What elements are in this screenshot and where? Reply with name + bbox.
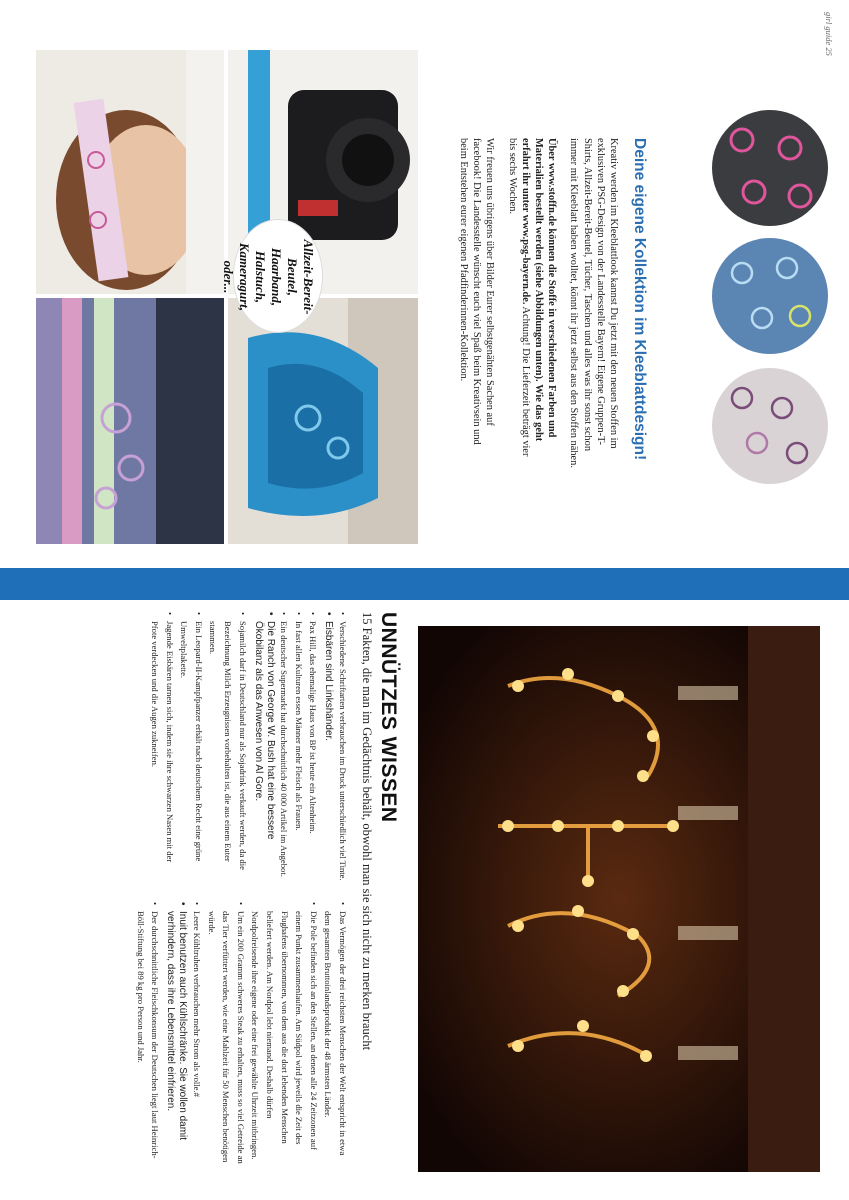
wissen-column-2	[133, 902, 350, 1172]
fact-item: • Sojamilch darf in Deutschland nur als Sojadrink verkauft werden, da die Bezeichnung Milch Erzeugnissen vorbehalten ist, die aus einem Euter stammen.	[206, 612, 250, 882]
fact-item: • Pax Hill, das ehemalige Haus von BP ist heute ein Altenheim.	[306, 612, 321, 882]
divider-band	[0, 568, 849, 600]
fact-item: • Eisbären sind Linkshänder.	[322, 612, 334, 882]
wissen-article	[60, 612, 400, 1172]
fact-item: • Um ein 200 Gramm schweres Steak zu erhalten, muss so viel Getreide an das Tier verfüttert werden, wie eine Mahlzeit für 50 Menschen benötigen würde.	[204, 902, 248, 1172]
photo-caption: Allzeit-Bereit-Beutel, Haarband, Halstuch, Kameragurt, oder...	[221, 239, 316, 315]
kollektion-paragraph-2	[505, 138, 558, 468]
photo-caption-bubble	[221, 220, 322, 332]
kollektion-article	[452, 138, 652, 518]
kollektion-paragraph-1: Kreativ werden im Kleeblattlook kannst Du jetzt mit den neuen Stoffen im exklusiven PSG-Design von der Landesstelle Bayern! Eigene Gruppen-T-Shirts, Allzeit-Bereit-Beutel, Tücher, Taschen und alles was ihr sonst schon immer mit Kleeblatt haben wolltet, könnt ihr jetzt selbst aus den Stoffen nähen.	[568, 138, 619, 468]
fact-item: • Das Vermögen der drei reichsten Menschen der Welt entspricht in etwa dem gesamten Bruttoinlandsprodukt der 48 ärmsten Länder.	[321, 902, 350, 1172]
photo-scarf	[228, 298, 418, 544]
howto-info: Wie das geht erfahrt ihr unter www.psg-bayern.de.	[519, 138, 544, 442]
fabric-swatch-blue	[712, 238, 828, 354]
fact-item: • Leere Kühltruhen verbrauchen mehr Strom als volle.#	[189, 902, 204, 1172]
fact-item: • Inuit benutzen auch Kühlschränke. Sie wollen damit verhindern, dass ihre Lebensmittel einfrieren.	[164, 902, 188, 1172]
photo-bag	[36, 298, 224, 544]
delivery-note: Achtung! Die Lieferzeit beträgt vier bis sechs Wochen.	[506, 138, 531, 457]
photo-headband	[36, 50, 224, 294]
fact-item: • In fast allen Kulturen essen Männer mehr Fleisch als Frauen.	[291, 612, 306, 882]
fabric-swatch-dark	[712, 110, 828, 226]
fact-item: • Der durchschnittliche Fleischkonsum der Deutschen liegt laut Heinrich-Böll-Stiftung bei 89 kg pro Person und Jahr.	[133, 902, 162, 1172]
fabric-swatch-light	[712, 368, 828, 484]
fact-item: • Verschiedene Schriftarten verbrauchen im Druck unterschiedlich viel Tinte.	[335, 612, 350, 882]
kollektion-paragraph-3: Wir freuen uns übrigens über Bilder Eurer selbstgenähten Sachen auf facebook! Die Landesstelle wünscht euch viel Spaß beim Kreativsein und beim Entstehen eurer eigenen Pfadfinderinnen-Kollektion.	[457, 138, 496, 445]
wissen-title: UNNÜTZES WISSEN	[377, 612, 400, 823]
page-number: girl guide 25	[824, 12, 834, 56]
photo-fire-letters	[418, 626, 820, 1172]
fact-item: • Ein Leopard-II-Kampfpanzer erhält nach deutschem Recht eine grüne Umweltplakette.	[177, 612, 206, 882]
wissen-subtitle: 15 Fakten, die man im Gedächtnis behält, obwohl man sie sich nicht zu merken braucht	[360, 612, 374, 1051]
fact-item: • Ein deutscher Supermarkt hat durchschnittlich 40 000 Artikel im Angebot.	[277, 612, 292, 882]
wissen-column-1	[133, 612, 350, 882]
fact-item: • Die Pole befinden sich an den Stellen, an denen alle 24 Zeitzonen auf einem Punkt zusammenlaufen. Am Südpol wird jeweils die Zeit des Flughafens übernommen, von dem aus die dort lebenden Menschen beliefert werden. Am Nordpol lebt niemand. Deshalb dürfen Nordpolreisende ihre eigene oder eine frei gewählte Uhrzeit mitbringen.	[248, 902, 321, 1172]
fact-item: • Jagende Eisbären tarnen sich, indem sie ihre schwarzen Nasen mit der Pfote verdecken und die Augen zukneifen.	[147, 612, 176, 882]
fact-item: • Die Ranch von George W. Bush hat eine bessere Ökobilanz als das Anwesen von Al Gore.	[252, 612, 276, 882]
order-info: Über www.stoffn.de können die Stoffe in verschiedenen Farben und Materialien bestellt werden (siehe Abbildungen unten).	[532, 138, 558, 438]
kollektion-title: Deine eigene Kollektion im Kleeblattdesign!	[631, 138, 648, 461]
